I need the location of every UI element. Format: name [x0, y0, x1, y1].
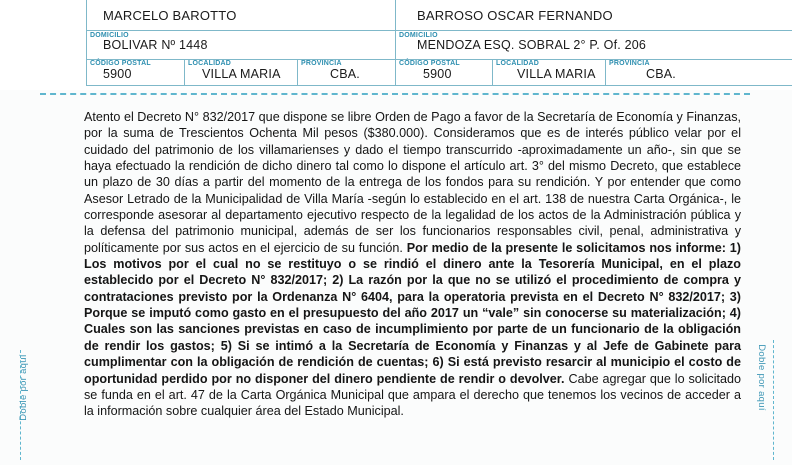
provincia-label: PROVINCIA — [301, 60, 342, 67]
recipient-name: BARROSO OSCAR FERNANDO — [417, 8, 613, 23]
fold-line — [40, 93, 750, 95]
provincia-label: PROVINCIA — [609, 60, 650, 67]
sender-address: BOLIVAR Nº 1448 — [103, 38, 208, 52]
sender-provincia: CBA. — [330, 67, 360, 81]
sender-localidad: VILLA MARIA — [202, 67, 281, 81]
form-rule — [86, 85, 792, 86]
localidad-label: LOCALIDAD — [188, 60, 232, 67]
recipient-provincia: CBA. — [646, 67, 676, 81]
paragraph-intro: Atento el Decreto N° 832/2017 que dispone se libre Orden de Pago a favor de la Secretaría de Economía y Finanzas, por la suma de Trescientos Ochenta Mil pesos ($380.000). Consideramos que es de interés público velar por el cuidado del patrimonio de los villamarienses y dado el tiempo transcurrido -aproximadamente un año-, sin que se haya efectuado la rendición de dicho dinero tal como lo dispone el artículo art. 3° del mismo Decreto, que establece un plazo de 30 días a partir del momento de la entrega de los fondos para su rendición. Y por entender que como Asesor Letrado de la Municipalidad de Villa María -según lo establecido en el art. 138 de nuestra Carta Orgánica-, le corresponde asesorar al departamento ejecutivo respecto de la legalidad de los actos de la Administración pública y la defensa del patrimonio municipal, además de ser los funcionarios responsables civil, penal, administrativa y políticamente por sus actos en el ejercicio de su función. — [84, 110, 741, 255]
localidad-label: LOCALIDAD — [496, 60, 540, 67]
form-rule — [492, 59, 493, 86]
domicilio-label: DOMICILIO — [90, 32, 129, 39]
recipient-localidad: VILLA MARIA — [517, 67, 596, 81]
form-rule — [395, 0, 396, 86]
form-rule — [86, 0, 87, 86]
cp-label: CÓDIGO POSTAL — [90, 60, 151, 67]
letter-body — [84, 109, 741, 420]
cp-label: CÓDIGO POSTAL — [399, 60, 460, 67]
form-rule — [297, 59, 298, 86]
recipient-cp: 5900 — [423, 67, 452, 81]
fold-label-left: Doble por aquí — [17, 354, 29, 421]
recipient-address: MENDOZA ESQ. SOBRAL 2° P. Of. 206 — [417, 38, 647, 52]
fold-label-right: Doble por aquí — [755, 344, 767, 411]
request-items: Por medio de la presente le solicitamos nos informe: 1) Los motivos por el cual no se restituyo o se rindió el dinero ante la Tesorería Municipal, en el plazo establecido por el Decreto N° 832/2017; 2) La razón por la que no se utilizó el procedimiento de compra y contrataciones previsto por la Ordenanza N° 6404, para la operatoria prevista en el Decreto N° 832/2017; 3) Porque se imputó como gasto en el presupuesto del año 2017 un “vale” sin conocerse su materialización; 4) Cuales son las sanciones previstas en caso de incumplimiento por parte de un funcionario de la obligación de rendir los gastos; 5) Si se intimó a la Secretaría de Economía y Finanzas y al Jefe de Gabinete para cumplimentar con la obligación de rendición de cuentas; 6) Si está previsto resarcir al municipio el costo de oportunidad perdido por no disponer del dinero pendiente de rendir o devolver. — [84, 240, 742, 386]
form-rule — [605, 59, 606, 86]
fold-line-right — [773, 340, 774, 460]
form-rule — [86, 30, 792, 31]
sender-cp: 5900 — [103, 67, 132, 81]
sender-name: MARCELO BAROTTO — [103, 8, 237, 23]
address-form — [0, 0, 792, 90]
paragraph-closing: Cabe agregar que lo solicitado se funda en el art. 47 de la Carta Orgánica Municipal que ampara el derecho que tenemos los vecinos de acceder a la información sobre cualquier área del Estado Municipal. — [84, 371, 742, 419]
domicilio-label: DOMICILIO — [399, 32, 438, 39]
form-rule — [184, 59, 185, 86]
